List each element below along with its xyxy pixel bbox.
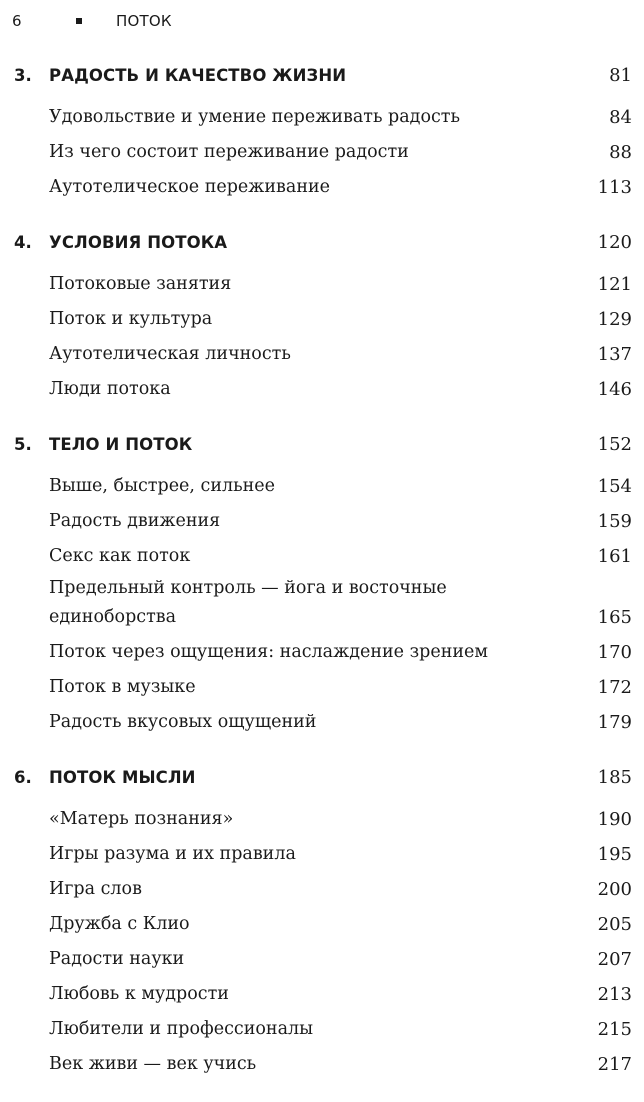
chapter-4 [14,225,632,407]
entry-page: 179 [597,712,632,733]
entry-title: Выше, быстрее, сильнее [49,476,276,496]
page-number: 6 [12,12,22,30]
entry-title: Аутотелическое переживание [49,177,331,197]
chapter-number: 5. [14,435,32,454]
toc-entry[interactable] [14,977,632,1012]
chapter-heading[interactable] [14,760,632,796]
running-title: ПОТОК [116,12,172,30]
entry-page: 205 [597,914,632,935]
chapter-heading[interactable] [14,427,632,463]
entry-title: Удовольствие и умение переживать радость [49,107,461,127]
entry-title: Век живи — век учись [49,1054,257,1074]
toc-entry[interactable] [14,942,632,977]
toc-entry[interactable] [14,802,632,837]
entry-page: 200 [597,879,632,900]
chapter-number: 3. [14,66,32,85]
chapter-title: ПОТОК МЫСЛИ [49,768,196,787]
entry-title: «Матерь познания» [49,809,234,829]
toc-entry[interactable] [14,1047,632,1082]
chapter-heading[interactable] [14,225,632,261]
toc-entry[interactable] [14,872,632,907]
toc-entry[interactable] [14,539,632,574]
entry-page: 154 [597,476,632,497]
entry-title: Аутотелическая личность [49,344,291,364]
toc-entry[interactable] [14,170,632,205]
chapter-5 [14,427,632,740]
chapter-page: 152 [597,434,632,455]
toc-entry[interactable] [14,100,632,135]
entry-page: 170 [597,642,632,663]
entry-page: 172 [597,677,632,698]
chapter-title: УСЛОВИЯ ПОТОКА [49,233,228,252]
toc-entry[interactable] [14,670,632,705]
toc-entry[interactable] [14,504,632,539]
entry-page: 146 [597,379,632,400]
entry-page: 137 [597,344,632,365]
entry-title: Радость вкусовых ощущений [49,712,317,732]
entry-page: 88 [609,142,632,163]
entry-page: 215 [597,1019,632,1040]
chapter-number: 6. [14,768,32,787]
chapter-number: 4. [14,233,32,252]
toc-entry[interactable] [14,635,632,670]
entry-title: Из чего состоит переживание радости [49,142,409,162]
entry-page: 213 [597,984,632,1005]
entry-title: Предельный контроль — йога и восточные единоборства [49,578,447,627]
toc-entry[interactable] [14,372,632,407]
entry-page: 217 [597,1054,632,1075]
entry-title: Поток через ощущения: наслаждение зрением [49,642,488,662]
entry-title: Поток в музыке [49,677,196,697]
entry-title: Любители и профессионалы [49,1019,314,1039]
toc-entry[interactable] [14,574,632,635]
toc-entry[interactable] [14,837,632,872]
toc-entry[interactable] [14,135,632,170]
chapter-page: 120 [597,232,632,253]
entry-title: Радость движения [49,511,221,531]
chapter-heading[interactable] [14,58,632,94]
toc-entry[interactable] [14,1012,632,1047]
bullet-icon [76,18,82,24]
toc-entry[interactable] [14,267,632,302]
entry-page: 121 [597,274,632,295]
toc-entry[interactable] [14,705,632,740]
chapter-page: 81 [609,65,632,86]
toc-entry[interactable] [14,337,632,372]
entry-title: Поток и культура [49,309,213,329]
entry-page: 165 [597,607,632,628]
chapter-6 [14,760,632,1082]
toc-entry[interactable] [14,302,632,337]
chapter-title: РАДОСТЬ И КАЧЕСТВО ЖИЗНИ [49,66,347,85]
chapter-page: 185 [597,767,632,788]
chapter-title: ТЕЛО И ПОТОК [49,435,193,454]
running-header [12,10,172,32]
entry-page: 195 [597,844,632,865]
toc-entry[interactable] [14,907,632,942]
entry-title: Радости науки [49,949,185,969]
entry-title: Игра слов [49,879,142,899]
table-of-contents [14,58,632,1102]
entry-title: Секс как поток [49,546,191,566]
toc-entry[interactable] [14,469,632,504]
entry-page: 113 [597,177,632,198]
entry-page: 129 [597,309,632,330]
entry-page: 207 [597,949,632,970]
entry-page: 190 [597,809,632,830]
entry-page: 159 [597,511,632,532]
chapter-3 [14,58,632,205]
entry-title: Потоковые занятия [49,274,232,294]
entry-title: Любовь к мудрости [49,984,229,1004]
entry-page: 84 [609,107,632,128]
entry-title: Дружба с Клио [49,914,190,934]
entry-title: Игры разума и их правила [49,844,296,864]
entry-title: Люди потока [49,379,171,399]
entry-page: 161 [597,546,632,567]
